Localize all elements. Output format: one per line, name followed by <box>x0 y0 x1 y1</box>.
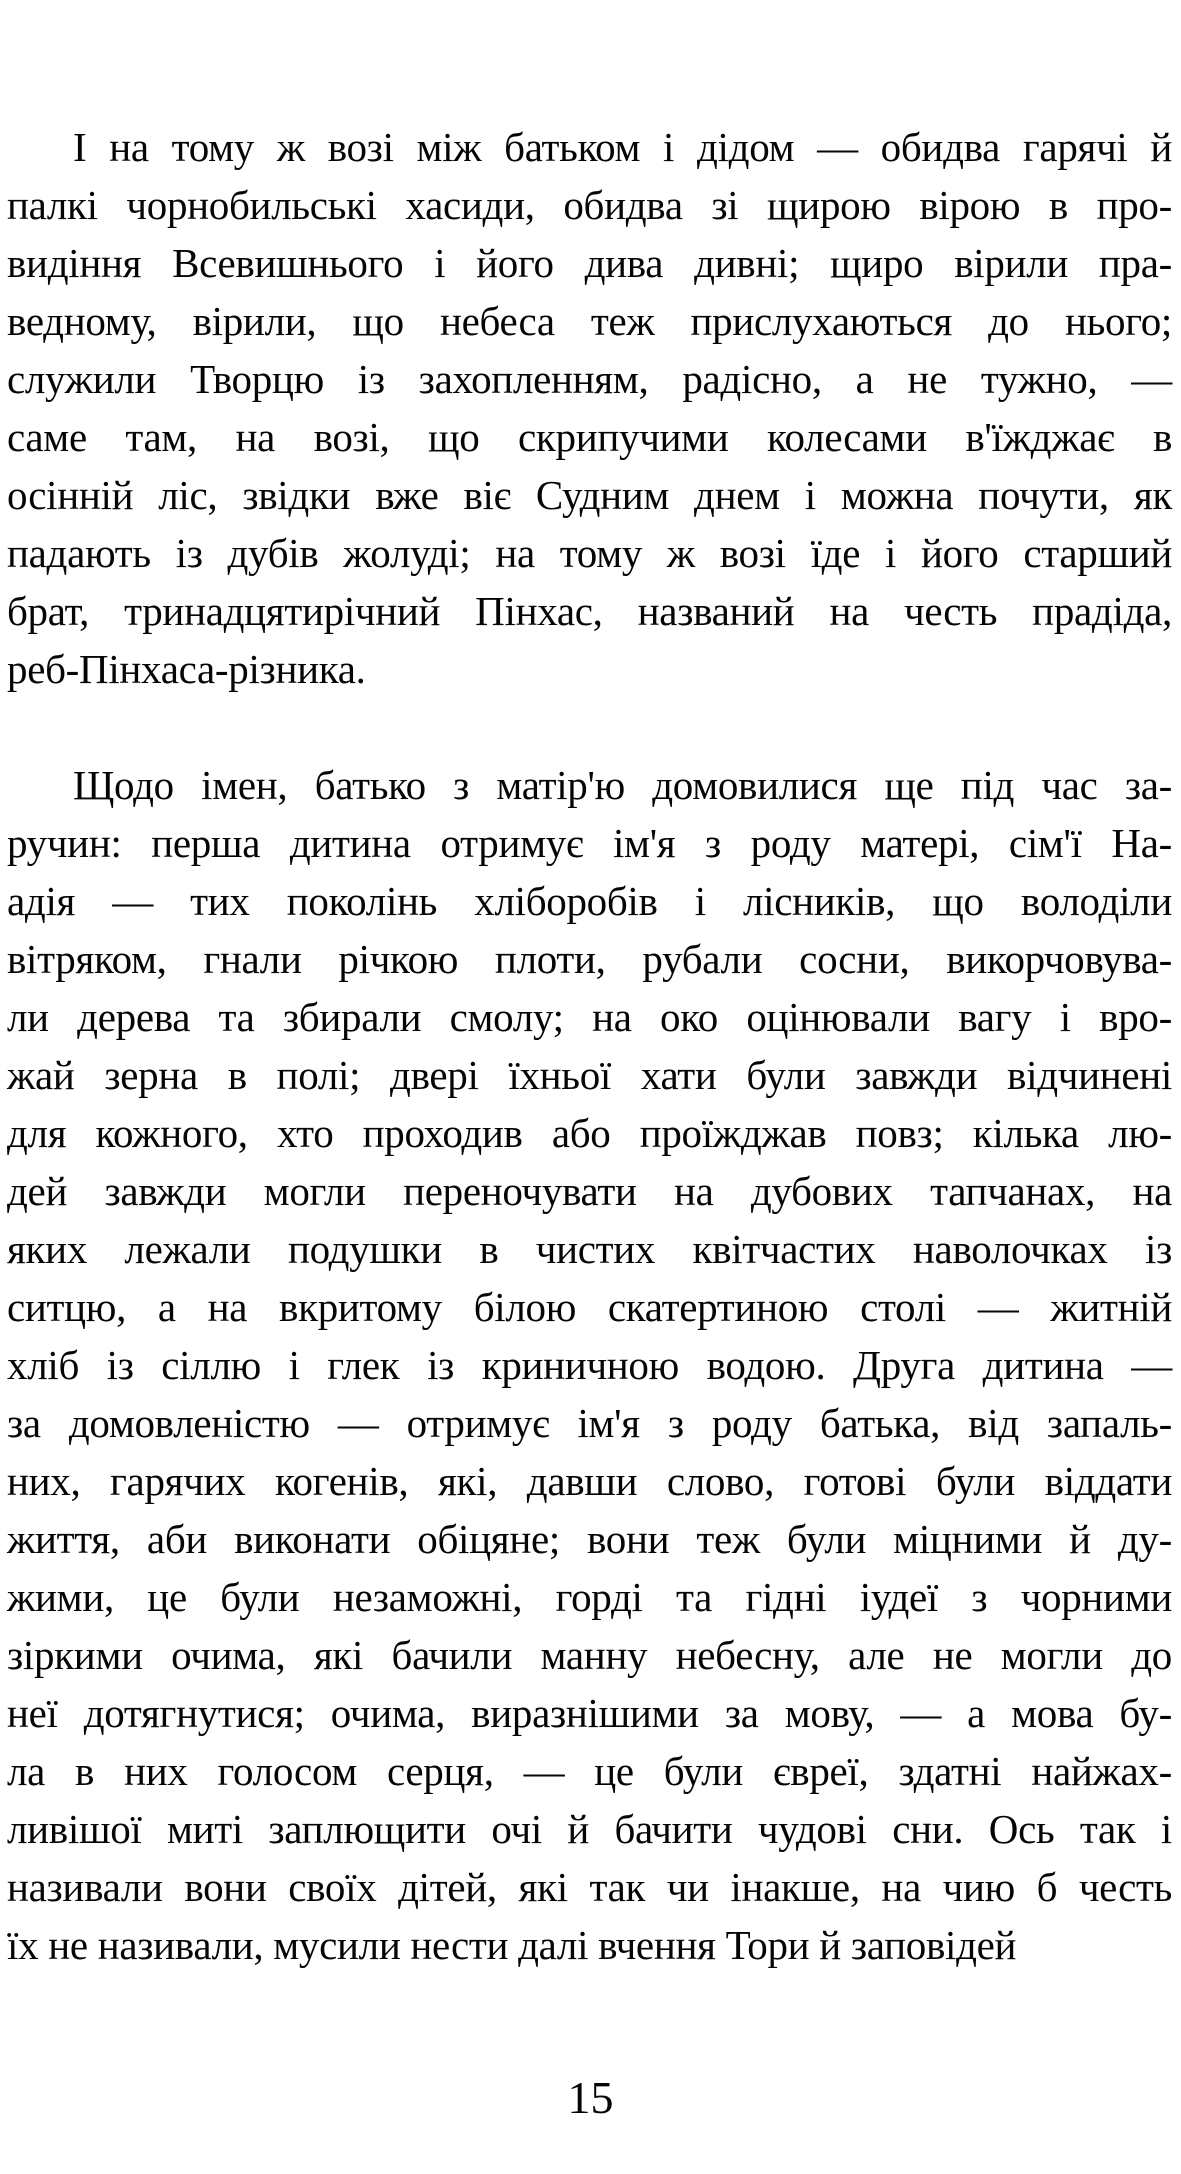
text-line: падають із дубів жолуді; на тому ж возі їде і його старший <box>7 530 1172 576</box>
text-line: називали вони своїх дітей, які так чи інакше, на чию б честь <box>7 1864 1172 1910</box>
paragraph-2 <box>7 756 1172 1974</box>
text-line: палкі чорнобильські хасиди, обидва зі щирою вірою в про- <box>7 182 1172 228</box>
text-line: видіння Всевишнього і його дива дивні; щиро вірили пра- <box>7 240 1172 286</box>
page-number: 15 <box>567 2072 614 2123</box>
text-block <box>7 118 1172 1974</box>
text-line: їх не називали, мусили нести далі вчення Тори й заповідей <box>7 1922 1017 1968</box>
text-line: ситцю, а на вкритому білою скатертиною столі — житній <box>7 1284 1172 1330</box>
paragraph-1 <box>7 118 1172 698</box>
text-line: реб-Пінхаса-різника. <box>7 646 366 692</box>
text-line: неї дотягнутися; очима, виразнішими за мову, — а мова бу- <box>7 1690 1172 1736</box>
text-line: зіркими очима, які бачили манну небесну, але не могли до <box>7 1632 1172 1678</box>
text-line: жими, це були незаможні, горді та гідні іудеї з чорними <box>7 1574 1172 1620</box>
text-line: адія — тих поколінь хліборобів і лісників, що володіли <box>7 878 1172 924</box>
text-line: ручин: перша дитина отримує ім'я з роду матері, сім'ї На- <box>7 820 1172 866</box>
text-line: ли дерева та збирали смолу; на око оцінювали вагу і вро- <box>7 994 1172 1040</box>
text-line: за домовленістю — отримує ім'я з роду батька, від запаль- <box>7 1400 1172 1446</box>
text-line: саме там, на возі, що скрипучими колесами в'їжджає в <box>7 414 1172 460</box>
text-line: дей завжди могли переночувати на дубових тапчанах, на <box>7 1168 1172 1214</box>
text-line: жай зерна в полі; двері їхньої хати були завжди відчинені <box>7 1052 1172 1098</box>
text-line: життя, аби виконати обіцяне; вони теж були міцними й ду- <box>7 1516 1172 1562</box>
text-line: Щодо імен, батько з матір'ю домовилися ще під час за- <box>73 762 1172 808</box>
text-line: ливішої миті заплющити очі й бачити чудові сни. Ось так і <box>7 1806 1172 1852</box>
text-line: брат, тринадцятирічний Пінхас, названий на честь прадіда, <box>7 588 1172 634</box>
text-line: вітряком, гнали річкою плоти, рубали сосни, викорчовува- <box>7 936 1172 982</box>
text-line: служили Творцю із захопленням, радісно, а не тужно, — <box>7 356 1172 402</box>
text-line: осінній ліс, звідки вже віє Судним днем і можна почути, як <box>7 472 1172 518</box>
text-line: для кожного, хто проходив або проїжджав повз; кілька лю- <box>7 1110 1172 1156</box>
text-line: І на тому ж возі між батьком і дідом — обидва гарячі й <box>73 124 1172 170</box>
text-line: ла в них голосом серця, — це були євреї, здатні найжах- <box>7 1748 1172 1794</box>
text-line: хліб із сіллю і глек із криничною водою. Друга дитина — <box>7 1342 1172 1388</box>
text-line: ведному, вірили, що небеса теж прислухаються до нього; <box>7 298 1172 344</box>
text-line: яких лежали подушки в чистих квітчастих наволочках із <box>7 1226 1172 1272</box>
text-line: них, гарячих когенів, які, давши слово, готові були віддати <box>7 1458 1172 1504</box>
